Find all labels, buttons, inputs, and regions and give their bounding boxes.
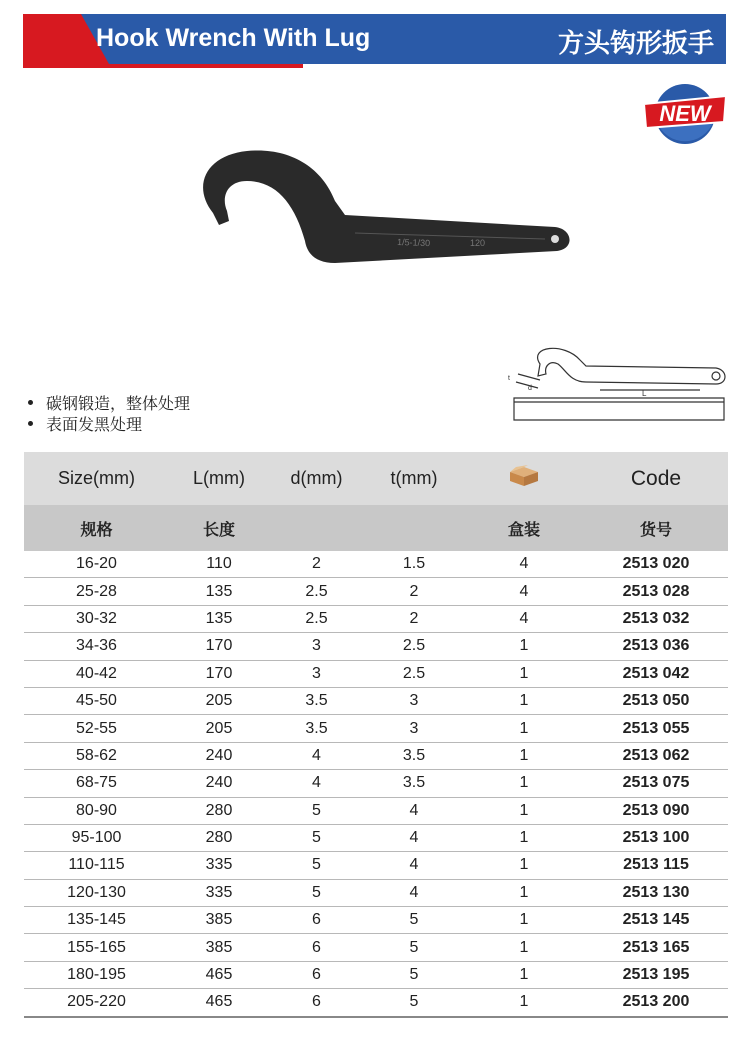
- cell-d: 5: [269, 852, 364, 879]
- col-header-cn-code: 货号: [584, 505, 728, 551]
- feature-text: 碳钢锻造，整体处理: [46, 394, 191, 413]
- table-row: [24, 770, 728, 797]
- cell-t: 5: [364, 934, 464, 961]
- cell-length: 280: [169, 797, 269, 824]
- col-header-box: [464, 452, 584, 505]
- cell-size: 16-20: [24, 551, 169, 578]
- wrench-marking-number: 120: [470, 238, 486, 248]
- cell-code: 2513 200: [584, 989, 728, 1017]
- new-badge: [640, 78, 730, 148]
- cell-t: 2: [364, 605, 464, 632]
- table-row: [24, 715, 728, 742]
- cell-code: 2513 036: [584, 633, 728, 660]
- cell-box-qty: 1: [464, 742, 584, 769]
- cell-size: 95-100: [24, 824, 169, 851]
- cell-length: 385: [169, 934, 269, 961]
- cell-size: 52-55: [24, 715, 169, 742]
- cell-size: 30-32: [24, 605, 169, 632]
- cell-t: 4: [364, 824, 464, 851]
- cell-code: 2513 100: [584, 824, 728, 851]
- cell-code: 2513 075: [584, 770, 728, 797]
- cell-size: 40-42: [24, 660, 169, 687]
- cell-code: 2513 028: [584, 578, 728, 605]
- cell-box-qty: 4: [464, 605, 584, 632]
- table-row: [24, 934, 728, 961]
- cell-d: 2.5: [269, 605, 364, 632]
- cell-box-qty: 4: [464, 551, 584, 578]
- cell-t: 3: [364, 687, 464, 714]
- col-header-d: d(mm): [269, 452, 364, 505]
- cell-box-qty: 1: [464, 687, 584, 714]
- table-row: [24, 687, 728, 714]
- dimension-L-label: L: [642, 389, 647, 398]
- cell-d: 6: [269, 961, 364, 988]
- cell-size: 205-220: [24, 989, 169, 1017]
- cell-size: 110-115: [24, 852, 169, 879]
- cell-box-qty: 1: [464, 633, 584, 660]
- dimension-d-label: d: [528, 385, 532, 392]
- cell-length: 205: [169, 687, 269, 714]
- table-row: [24, 852, 728, 879]
- col-header-t: t(mm): [364, 452, 464, 505]
- cell-d: 5: [269, 797, 364, 824]
- cell-code: 2513 145: [584, 907, 728, 934]
- page-title-en: Hook Wrench With Lug: [96, 24, 371, 52]
- cell-length: 170: [169, 633, 269, 660]
- cell-code: 2513 165: [584, 934, 728, 961]
- cell-box-qty: 1: [464, 907, 584, 934]
- cell-code: 2513 115: [584, 852, 728, 879]
- cell-length: 385: [169, 907, 269, 934]
- cell-length: 465: [169, 961, 269, 988]
- table-row: [24, 824, 728, 851]
- col-header-cn-size: 规格: [24, 505, 169, 551]
- cell-t: 2: [364, 578, 464, 605]
- cell-box-qty: 1: [464, 961, 584, 988]
- table-row: [24, 742, 728, 769]
- cell-d: 6: [269, 934, 364, 961]
- cell-d: 4: [269, 770, 364, 797]
- spec-table-body: [24, 551, 728, 1017]
- col-header-cn-d: [269, 505, 364, 551]
- cell-d: 6: [269, 907, 364, 934]
- cell-t: 4: [364, 797, 464, 824]
- feature-item: [28, 393, 190, 414]
- cell-box-qty: 1: [464, 824, 584, 851]
- cell-d: 3.5: [269, 715, 364, 742]
- cell-code: 2513 062: [584, 742, 728, 769]
- col-header-cn-box: 盒装: [464, 505, 584, 551]
- cell-box-qty: 1: [464, 852, 584, 879]
- cell-length: 135: [169, 605, 269, 632]
- table-row: [24, 797, 728, 824]
- bullet-icon: [28, 400, 33, 405]
- cell-d: 3.5: [269, 687, 364, 714]
- cell-length: 335: [169, 879, 269, 906]
- cell-code: 2513 055: [584, 715, 728, 742]
- cell-t: 5: [364, 989, 464, 1017]
- dimension-t-label: t: [508, 375, 510, 382]
- cell-length: 205: [169, 715, 269, 742]
- cell-d: 5: [269, 879, 364, 906]
- dimension-diagram: [500, 340, 730, 425]
- table-row: [24, 633, 728, 660]
- cell-size: 34-36: [24, 633, 169, 660]
- col-header-cn-length: 长度: [169, 505, 269, 551]
- cell-t: 3: [364, 715, 464, 742]
- table-row: [24, 605, 728, 632]
- product-photo: [185, 145, 575, 275]
- cell-t: 5: [364, 961, 464, 988]
- cell-length: 280: [169, 824, 269, 851]
- cell-t: 3.5: [364, 770, 464, 797]
- cell-box-qty: 1: [464, 934, 584, 961]
- cell-size: 58-62: [24, 742, 169, 769]
- cell-d: 3: [269, 660, 364, 687]
- cell-size: 180-195: [24, 961, 169, 988]
- cell-length: 335: [169, 852, 269, 879]
- hook-wrench-image: [203, 150, 569, 263]
- col-header-size: Size(mm): [24, 452, 169, 505]
- cell-code: 2513 090: [584, 797, 728, 824]
- feature-text: 表面发黑处理: [46, 415, 143, 434]
- cell-size: 80-90: [24, 797, 169, 824]
- cell-box-qty: 1: [464, 989, 584, 1017]
- cell-d: 2.5: [269, 578, 364, 605]
- wrench-marking-size: 1/5-1/30: [396, 237, 431, 249]
- col-header-cn-t: [364, 505, 464, 551]
- col-header-length: L(mm): [169, 452, 269, 505]
- cell-d: 6: [269, 989, 364, 1017]
- cell-size: 45-50: [24, 687, 169, 714]
- cell-t: 2.5: [364, 660, 464, 687]
- cell-box-qty: 1: [464, 879, 584, 906]
- header-row-cn: [24, 505, 728, 551]
- cell-size: 68-75: [24, 770, 169, 797]
- cell-t: 1.5: [364, 551, 464, 578]
- cell-size: 135-145: [24, 907, 169, 934]
- cell-box-qty: 1: [464, 660, 584, 687]
- cell-length: 240: [169, 770, 269, 797]
- cell-length: 135: [169, 578, 269, 605]
- cell-t: 2.5: [364, 633, 464, 660]
- cell-t: 4: [364, 879, 464, 906]
- cell-t: 4: [364, 852, 464, 879]
- header-row-en: [24, 452, 728, 505]
- cell-box-qty: 1: [464, 797, 584, 824]
- cell-code: 2513 195: [584, 961, 728, 988]
- cell-d: 5: [269, 824, 364, 851]
- box-icon: [506, 464, 542, 488]
- cell-length: 170: [169, 660, 269, 687]
- bullet-icon: [28, 421, 33, 426]
- table-row: [24, 961, 728, 988]
- feature-item: [28, 414, 190, 435]
- cell-t: 5: [364, 907, 464, 934]
- cell-code: 2513 020: [584, 551, 728, 578]
- title-banner: [23, 14, 726, 68]
- cell-size: 120-130: [24, 879, 169, 906]
- cell-code: 2513 050: [584, 687, 728, 714]
- col-header-code: Code: [584, 452, 728, 505]
- cell-box-qty: 1: [464, 715, 584, 742]
- cell-length: 240: [169, 742, 269, 769]
- table-row: [24, 660, 728, 687]
- cell-length: 465: [169, 989, 269, 1017]
- page-title-cn: 方头钩形扳手: [557, 29, 714, 59]
- table-row: [24, 551, 728, 578]
- table-row: [24, 879, 728, 906]
- table-row: [24, 578, 728, 605]
- cell-box-qty: 4: [464, 578, 584, 605]
- cell-code: 2513 032: [584, 605, 728, 632]
- cell-d: 2: [269, 551, 364, 578]
- spec-table: [24, 452, 728, 1018]
- feature-list: [28, 393, 190, 435]
- table-row: [24, 989, 728, 1017]
- cell-d: 4: [269, 742, 364, 769]
- cell-size: 25-28: [24, 578, 169, 605]
- cell-box-qty: 1: [464, 770, 584, 797]
- badge-text: NEW: [659, 101, 711, 126]
- cell-code: 2513 042: [584, 660, 728, 687]
- table-row: [24, 907, 728, 934]
- cell-code: 2513 130: [584, 879, 728, 906]
- cell-t: 3.5: [364, 742, 464, 769]
- cell-d: 3: [269, 633, 364, 660]
- cell-length: 110: [169, 551, 269, 578]
- cell-size: 155-165: [24, 934, 169, 961]
